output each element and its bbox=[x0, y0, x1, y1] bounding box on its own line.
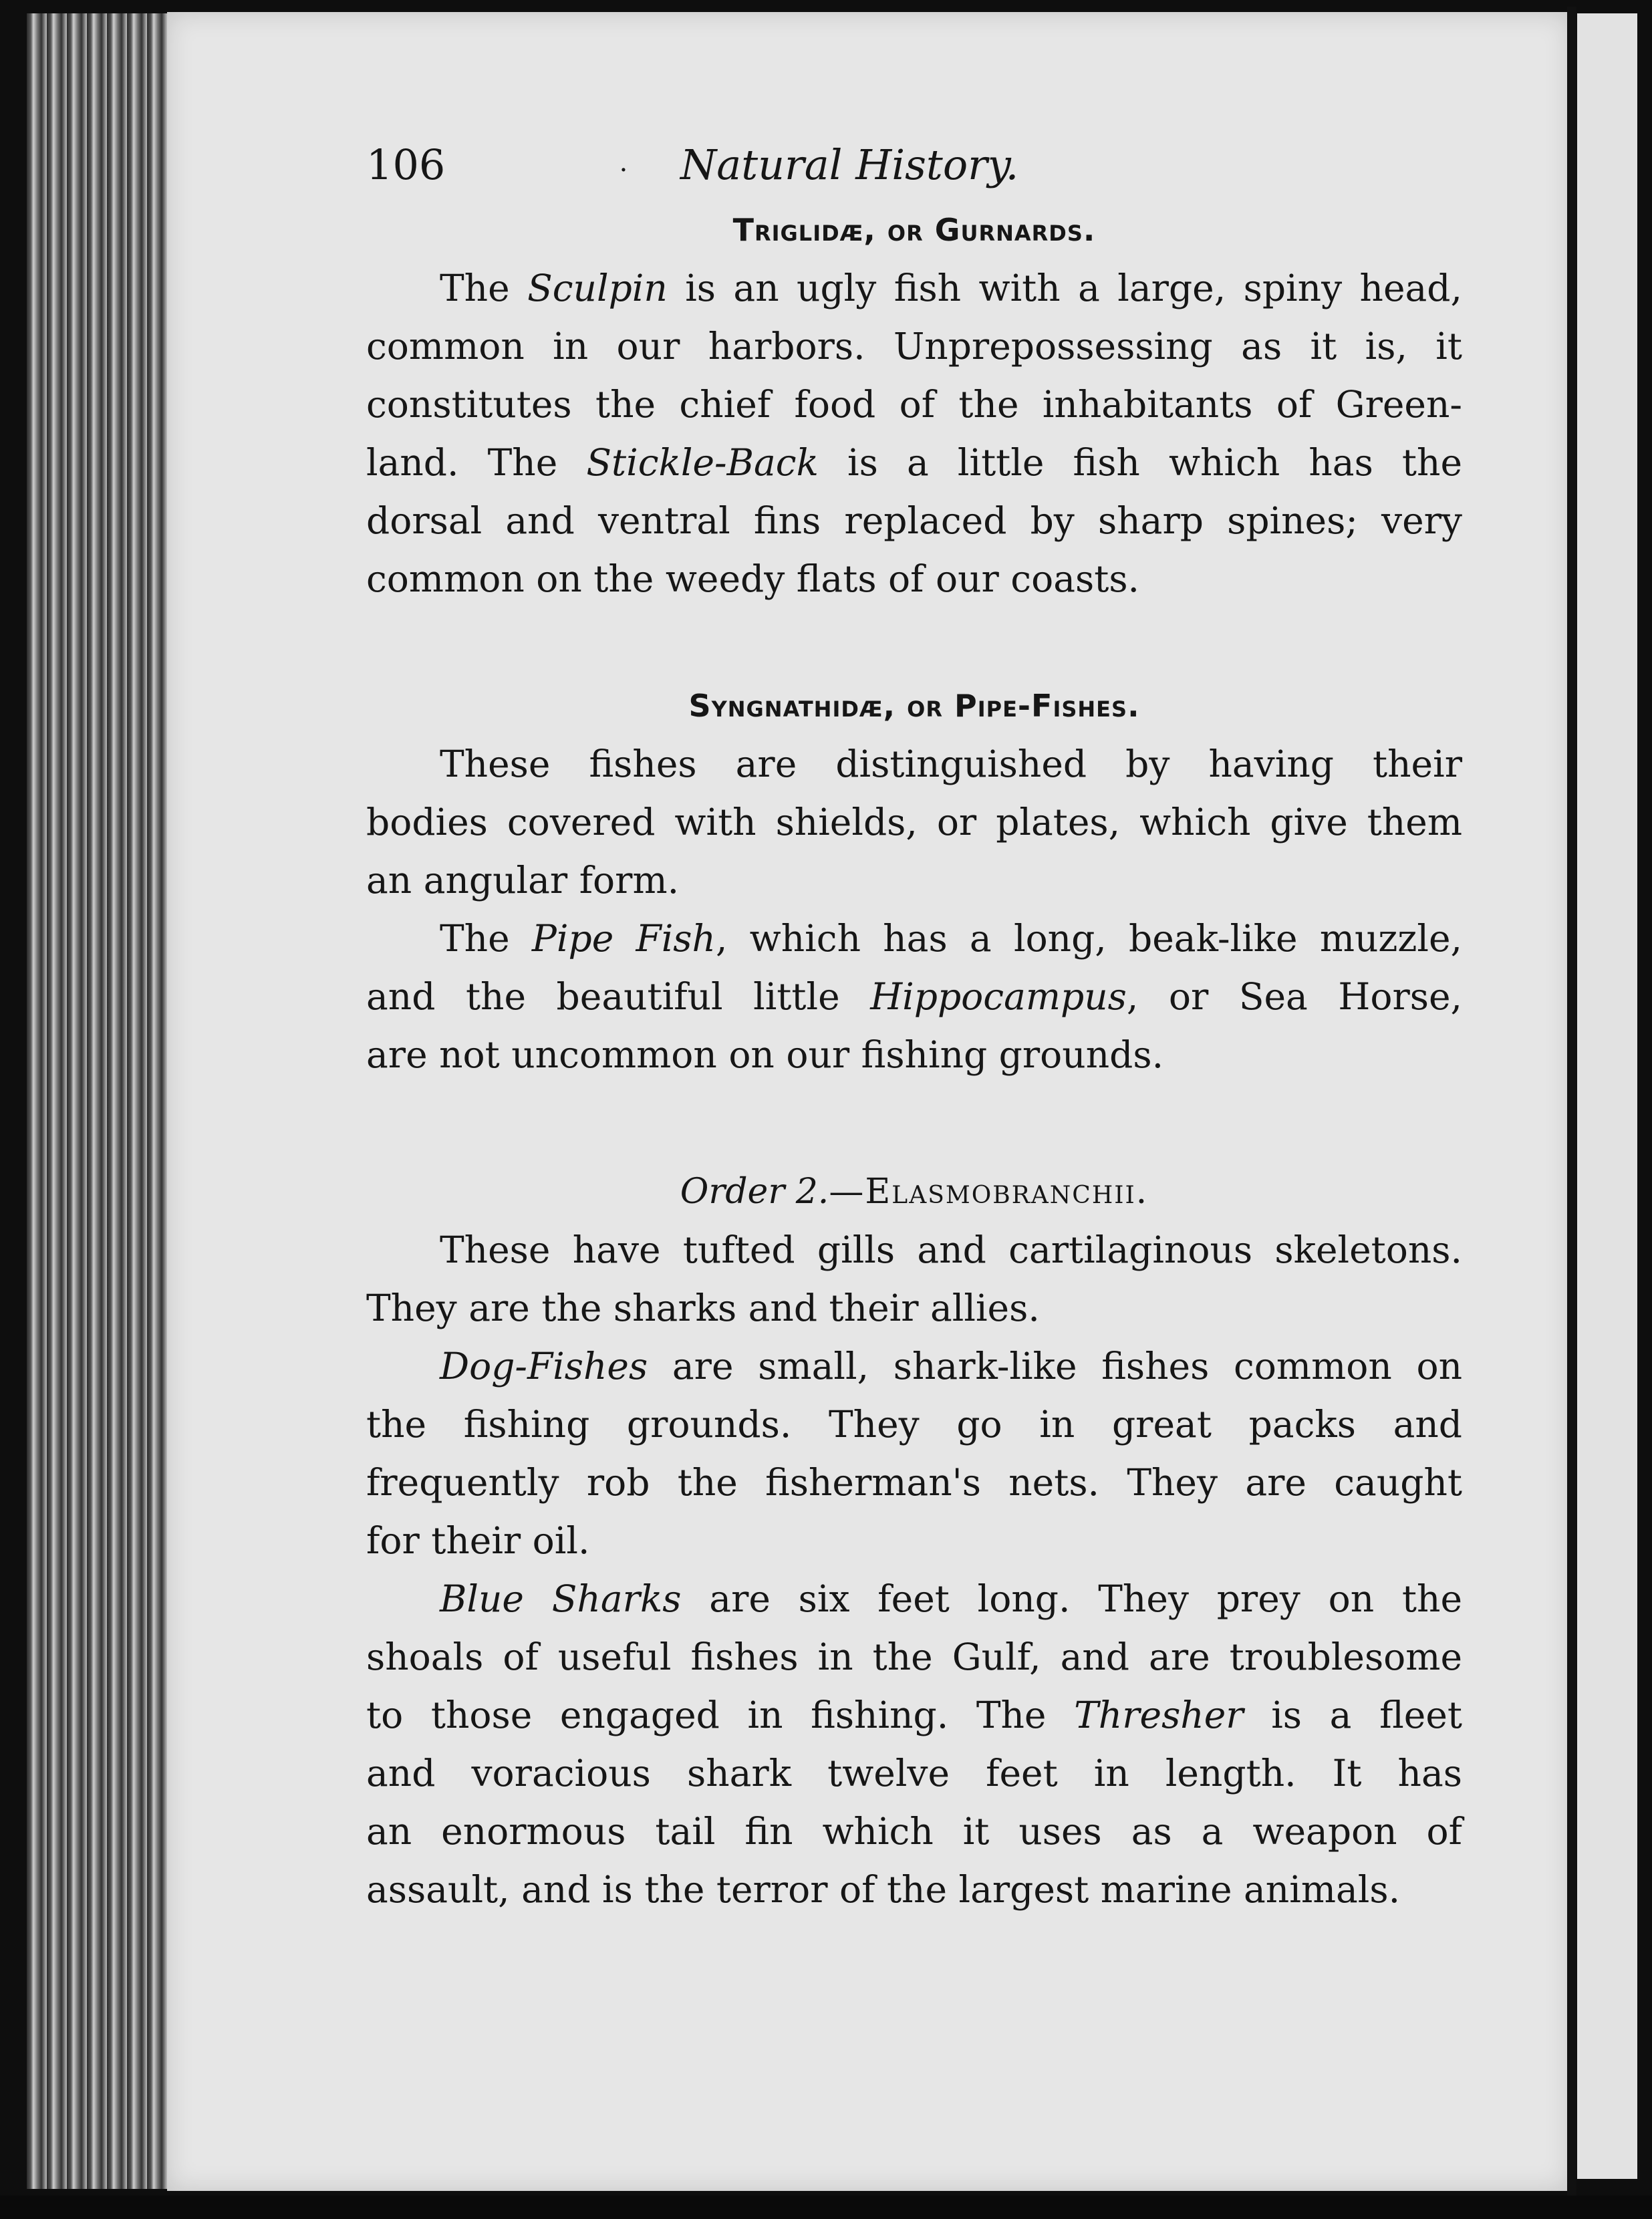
text-run: and voracious shark twelve feet in length. It has bbox=[366, 1752, 1462, 1795]
text-run: dorsal and ventral fins replaced by sharp spines; very bbox=[366, 499, 1462, 542]
italic-term: Sculpin bbox=[527, 267, 668, 309]
italic-term: Hippocampus bbox=[870, 975, 1127, 1018]
text-line bbox=[366, 1512, 1462, 1570]
text-run: for their oil. bbox=[366, 1519, 590, 1562]
text-run: an angular form. bbox=[366, 859, 680, 902]
book-gutter bbox=[1567, 7, 1576, 2196]
italic-term: Blue Sharks bbox=[440, 1577, 682, 1620]
section-heading-triglidae: Triglidæ, or Gurnards. bbox=[732, 212, 1096, 248]
text-run: assault, and is the terror of the largest marine animals. bbox=[366, 1868, 1401, 1911]
text-line bbox=[366, 968, 1462, 1026]
text-line bbox=[366, 1221, 1462, 1279]
page-text bbox=[366, 140, 1462, 1919]
text-run: is a fleet bbox=[1243, 1694, 1462, 1736]
paragraph bbox=[366, 1221, 1462, 1337]
text-run: and the beautiful little bbox=[366, 975, 871, 1018]
text-line bbox=[366, 492, 1462, 550]
text-line bbox=[366, 1686, 1462, 1744]
text-line bbox=[366, 259, 1462, 317]
text-run: is an ugly fish with a large, spiny head, bbox=[667, 267, 1462, 309]
text-line bbox=[366, 550, 1462, 608]
text-line bbox=[366, 317, 1462, 376]
order-name: —Elasmobranchii. bbox=[829, 1172, 1149, 1212]
text-line bbox=[366, 1396, 1462, 1454]
text-run: are not uncommon on our fishing grounds. bbox=[366, 1033, 1164, 1076]
text-line bbox=[366, 434, 1462, 492]
order-label: Order 2. bbox=[680, 1172, 829, 1212]
paragraph bbox=[366, 1570, 1462, 1919]
text-line bbox=[366, 910, 1462, 968]
italic-term: Dog-Fishes bbox=[440, 1345, 648, 1388]
section-heading-syngnathidae: Syngnathidæ, or Pipe-Fishes. bbox=[688, 688, 1140, 724]
running-head-dot: · bbox=[619, 155, 628, 186]
text-run: land. The bbox=[366, 441, 587, 484]
text-run: is a little fish which has the bbox=[818, 441, 1462, 484]
text-run: They are the sharks and their allies. bbox=[366, 1287, 1040, 1329]
text-run: shoals of useful fishes in the Gulf, and are troublesome bbox=[366, 1636, 1462, 1678]
running-title: Natural History. bbox=[680, 140, 1019, 189]
text-run: These fishes are distinguished by having their bbox=[440, 743, 1462, 785]
facing-page-edge bbox=[1577, 13, 1637, 2179]
running-head bbox=[366, 140, 1462, 201]
text-run: common in our harbors. Unprepossessing as it is, it bbox=[366, 325, 1462, 368]
text-line bbox=[366, 793, 1462, 852]
text-run: to those engaged in fishing. The bbox=[366, 1694, 1075, 1736]
text-line bbox=[366, 376, 1462, 434]
text-line bbox=[366, 1570, 1462, 1628]
text-run: constitutes the chief food of the inhabitants of Green- bbox=[366, 383, 1462, 426]
text-line bbox=[366, 1744, 1462, 1803]
text-run: common on the weedy flats of our coasts. bbox=[366, 557, 1140, 600]
text-run: , which has a long, beak-like muzzle, bbox=[715, 917, 1462, 960]
text-run: The bbox=[440, 917, 532, 960]
text-line bbox=[366, 1628, 1462, 1686]
italic-term: Pipe Fish bbox=[531, 917, 716, 960]
paragraph bbox=[366, 259, 1462, 608]
text-line bbox=[366, 1337, 1462, 1396]
text-line bbox=[366, 1279, 1462, 1337]
text-run: , or Sea Horse, bbox=[1126, 975, 1463, 1018]
text-run: are six feet long. They prey on the bbox=[681, 1577, 1463, 1620]
text-line bbox=[366, 1861, 1462, 1919]
text-line bbox=[366, 1026, 1462, 1084]
text-line bbox=[366, 852, 1462, 910]
paragraph bbox=[366, 910, 1462, 1084]
paragraph bbox=[366, 1337, 1462, 1570]
text-run: the fishing grounds. They go in great packs and bbox=[366, 1403, 1462, 1446]
italic-term: Thresher bbox=[1074, 1694, 1244, 1736]
text-line bbox=[366, 1803, 1462, 1861]
text-line bbox=[366, 1454, 1462, 1512]
order-heading bbox=[366, 1168, 1462, 1216]
text-run: bodies covered with shields, or plates, which give them bbox=[366, 801, 1462, 843]
paragraph bbox=[366, 735, 1462, 910]
text-run: frequently rob the fisherman's nets. They are caught bbox=[366, 1461, 1462, 1504]
text-run: an enormous tail fin which it uses as a weapon of bbox=[366, 1810, 1462, 1853]
page-number: 106 bbox=[366, 140, 446, 189]
italic-term: Stickle-Back bbox=[586, 441, 819, 484]
text-run: are small, shark-like fishes common on bbox=[648, 1345, 1462, 1388]
text-line bbox=[366, 735, 1462, 793]
scan-bottom-border bbox=[0, 2196, 1652, 2219]
text-run: These have tufted gills and cartilaginous skeletons. bbox=[440, 1228, 1462, 1271]
book-page-edges bbox=[27, 13, 180, 2189]
text-run: The bbox=[440, 267, 528, 309]
